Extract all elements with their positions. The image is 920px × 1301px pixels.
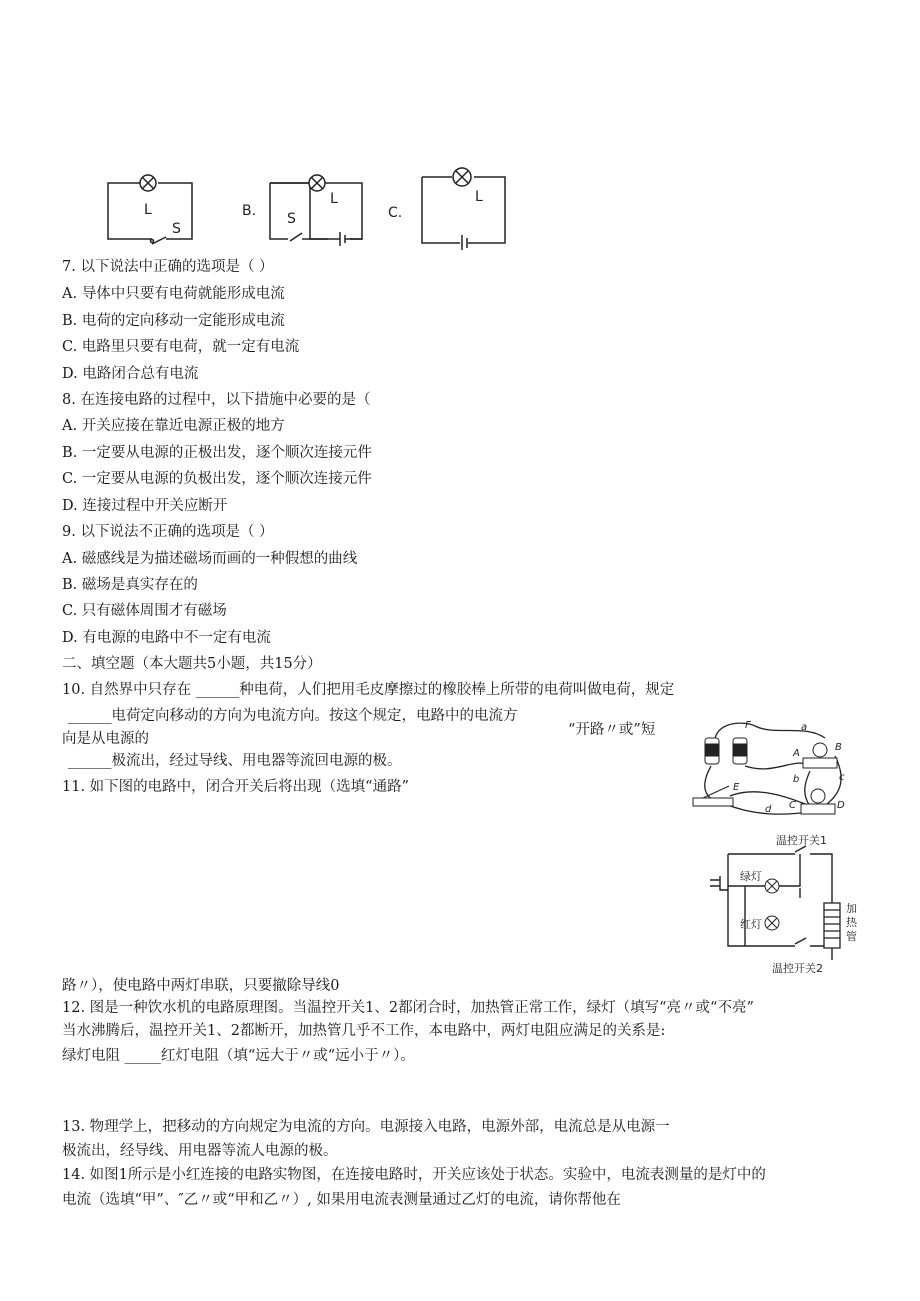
q7-option-b: B. 电荷的定向移动一定能形成电流 — [62, 313, 285, 329]
q12-line3: 绿灯电阻 _____红灯电阻（填“远大于〃或“远小于〃）。 — [62, 1048, 415, 1064]
red-lamp-label: 红灯 — [740, 918, 762, 931]
q10-aside: “开路〃或”短 — [568, 722, 656, 738]
circuit-option-b — [270, 175, 362, 246]
label-C: C — [789, 800, 796, 811]
q8-stem: 8. 在连接电路的过程中，以下措施中必要的是（ — [62, 392, 371, 408]
circuit-b-letter: B. — [242, 203, 257, 219]
q8-option-b: B. 一定要从电源的正极出发，逐个顺次连接元件 — [62, 445, 372, 461]
green-lamp-icon — [765, 879, 779, 893]
q10-line1: 10. 自然界中只存在 ______种电荷，人们把用毛皮摩擦过的橡胶棒上所带的电荷叫做电荷，规定 — [62, 682, 675, 698]
q8-option-a: A. 开关应接在靠近电源正极的地方 — [62, 418, 285, 434]
circuit-b-switch-label: S — [287, 211, 296, 227]
label-B: B — [835, 742, 842, 753]
red-lamp-icon — [765, 916, 779, 930]
switch-icon — [151, 240, 154, 243]
q6-circuit-options-figure — [100, 165, 520, 250]
circuit-a-switch-label: S — [172, 221, 181, 237]
battery-right-icon — [733, 738, 747, 764]
q12-line2: 当水沸腾后，温控开关1、2都断开，加热管几乎不工作，本电路中，两灯电阻应满足的关系是: — [62, 1023, 666, 1039]
circuit-c-lamp-label: L — [475, 189, 483, 205]
q14-line1: 14. 如图1所示是小红连接的电路实物图，在连接电路时，开关应该处于状态。实验中，电流表测量的是灯中的 — [62, 1167, 766, 1183]
q10-line4: ______极流出，经过导线、用电器等流回电源的极。 — [68, 753, 402, 769]
q9-option-b: B. 磁场是真实存在的 — [62, 577, 198, 593]
q7-stem: 7. 以下说法中正确的选项是（ ） — [62, 259, 274, 275]
q9-option-c: C. 只有磁体周围才有磁场 — [62, 603, 227, 619]
q11-line1: 11. 如下图的电路中，闭合开关后将出现（选填“通路” — [62, 779, 409, 795]
q8-option-d: D. 连接过程中开关应断开 — [62, 498, 228, 514]
q9-stem: 9. 以下说法不正确的选项是（ ） — [62, 524, 274, 540]
q7-option-c: C. 电路里只要有电荷，就一定有电流 — [62, 339, 300, 355]
label-f: F — [745, 720, 751, 731]
heater-label — [846, 901, 858, 943]
q8-option-c: C. 一定要从电源的负极出发，逐个顺次连接元件 — [62, 471, 372, 487]
q14-line2: 电流（选填“甲”、″乙〃或“甲和乙〃）, 如果用电流表测量通过乙灯的电流，请你帮他在 — [62, 1192, 621, 1208]
q10-line2: ______电荷定向移动的方向为电流方向。按这个规定，电路中的电流方 — [68, 708, 518, 724]
circuit-b-lamp-label: L — [330, 191, 338, 207]
battery-left-icon — [705, 738, 719, 764]
switch1-label: 温控开关1 — [776, 834, 827, 847]
q10-line3: 向是从电源的 — [62, 731, 149, 747]
bulb-top-icon — [803, 743, 837, 768]
svg-text:加: 加 — [846, 902, 857, 915]
switch2-label: 温控开关2 — [772, 962, 823, 975]
label-d: d — [765, 804, 772, 815]
circuit-c-letter: C. — [388, 205, 403, 221]
q13-line1: 13. 物理学上，把移动的方向规定为电流的方向。电源接入电路，电源外部，电流总是从电源一 — [62, 1119, 670, 1135]
heater-icon — [824, 903, 840, 948]
circuit-option-c — [422, 168, 505, 250]
label-c: c — [839, 772, 845, 783]
q12-line1: 12. 图是一种饮水机的电路原理图。当温控开关1、2都闭合时，加热管正常工作，绿灯（填写“亮〃或“不亮” — [62, 1000, 754, 1016]
q13-line2: 极流出，经导线、用电器等流人电源的极。 — [62, 1143, 338, 1159]
label-b: b — [793, 774, 800, 785]
q11-circuit-physical-figure — [685, 716, 855, 826]
q9-option-d: D. 有电源的电路中不一定有电流 — [62, 630, 271, 646]
label-a: a — [801, 722, 808, 733]
section-heading-fill-in: 二、填空题（本大题共5小题，共15分） — [62, 656, 322, 672]
switch-icon — [693, 786, 733, 806]
q7-option-d: D. 电路闭合总有电流 — [62, 366, 199, 382]
q12-dispenser-circuit-figure — [700, 828, 870, 978]
label-A: A — [793, 748, 800, 759]
svg-text:热: 热 — [846, 916, 857, 929]
svg-text:管: 管 — [846, 930, 857, 943]
q7-option-a: A. 导体中只要有电荷就能形成电流 — [62, 286, 285, 302]
q11-line2: 路〃），使电路中两灯串联，只要撤除导线0 — [62, 978, 340, 994]
green-lamp-label: 绿灯 — [740, 870, 762, 883]
label-E: E — [733, 782, 740, 793]
label-D: D — [837, 800, 845, 811]
q9-option-a: A. 磁感线是为描述磁场而画的一种假想的曲线 — [62, 551, 358, 567]
circuit-a-lamp-label: L — [144, 202, 152, 218]
